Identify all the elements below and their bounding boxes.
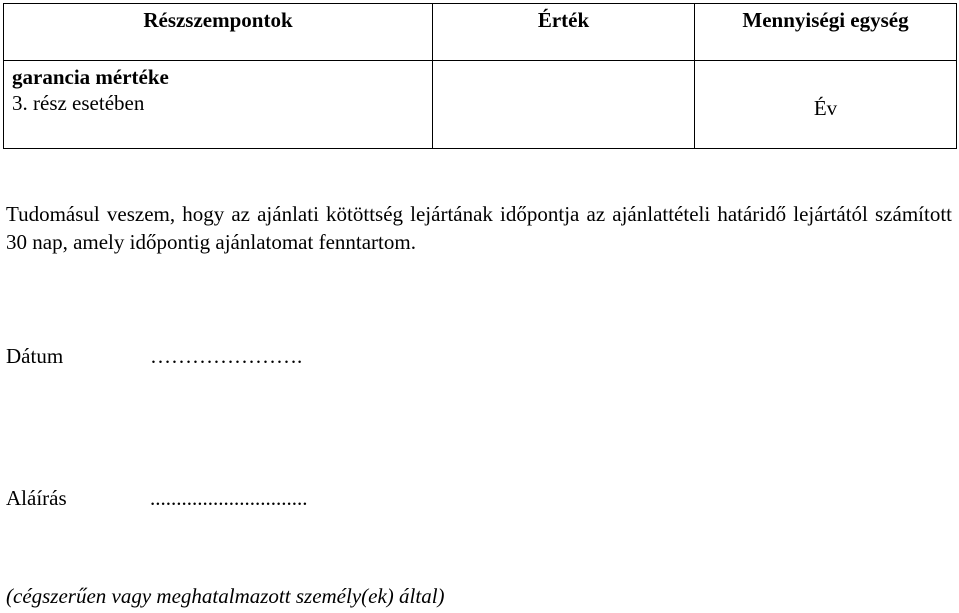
declaration-text: Tudomásul veszem, hogy az ajánlati kötöttség lejártának időpontja az ajánlattételi határidő lejártától számított 30 nap, amely időpontig ajánlatomat fenntartom. [6,202,952,254]
criteria-name: garancia mértéke [12,65,169,89]
header-criteria: Részszempontok [143,8,293,32]
criteria-cell [4,61,433,149]
table-header-row [4,4,957,61]
header-unit: Mennyiségi egység [742,8,909,32]
criteria-part: 3. rész esetében [12,91,145,115]
unit-value: Év [813,96,838,120]
signature-field[interactable]: .............................. [150,486,308,510]
header-unit-cell [695,4,957,61]
signature-label: Aláírás [6,486,67,510]
date-field[interactable]: …………………. [150,344,303,368]
evaluation-table [3,3,957,149]
date-label: Dátum [6,344,64,368]
header-value: Érték [537,8,590,32]
header-value-cell [433,4,695,61]
value-cell[interactable] [433,61,695,149]
table-row [4,61,957,149]
signature-note: (cégszerűen vagy meghatalmazott személy(ek) által) [6,584,445,608]
unit-cell [695,61,957,149]
header-criteria-cell [4,4,433,61]
